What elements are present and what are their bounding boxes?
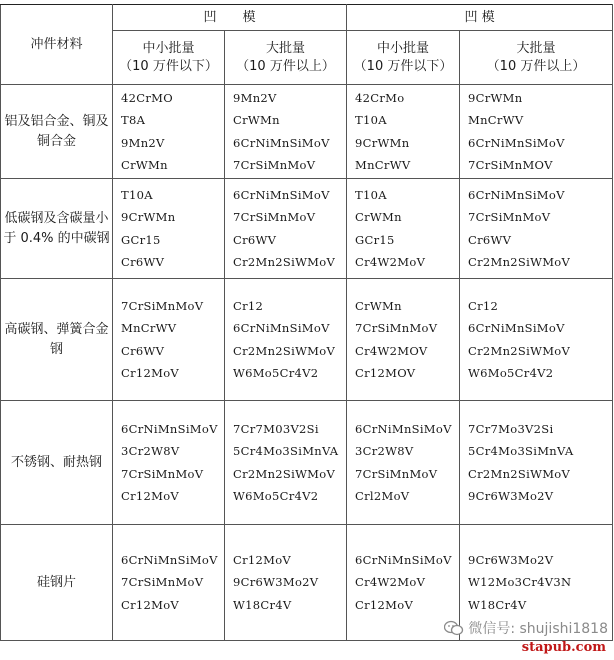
- steel-grade: 6CrNiMnSiMoV: [121, 421, 218, 436]
- steel-grade: 7Cr7M03V2Si: [233, 421, 319, 436]
- steel-grade-cell: [113, 85, 225, 179]
- steel-grade: Cr4W2MoV: [355, 255, 426, 269]
- steel-grade: GCr15: [121, 232, 161, 247]
- steel-grade: 7CrSiMnMoV: [121, 466, 204, 481]
- steel-grade-cell: [113, 179, 225, 279]
- sub-header-title: 中小批量: [142, 40, 195, 56]
- steel-grade: Cr6WV: [233, 232, 277, 247]
- material-cell: 铝及铝合金、铜及铜合金: [1, 85, 113, 179]
- steel-grade: W6Mo5Cr4V2: [233, 489, 319, 503]
- sub-header-note: （10 万件以下）: [353, 58, 453, 74]
- steel-grade: Cr2Mn2SiWMoV: [233, 343, 336, 358]
- steel-grade: 42CrMO: [121, 90, 173, 105]
- steel-grade: Cr12MoV: [121, 366, 180, 380]
- steel-grade-cell: [225, 85, 347, 179]
- steel-grade: 6CrNiMnSiMoV: [355, 552, 452, 567]
- steel-grade: 3Cr2W8V: [355, 444, 414, 458]
- steel-grade: 6CrNiMnSiMoV: [233, 187, 330, 202]
- steel-grade: Cr4W2MoV: [355, 575, 426, 590]
- steel-grade: Cr12MOV: [355, 366, 416, 380]
- steel-grade: 7CrSiMnMoV: [121, 575, 204, 590]
- watermark: [444, 618, 608, 638]
- steel-grade: Cr2Mn2SiWMoV: [233, 466, 336, 481]
- steel-grade: Cr6WV: [121, 343, 165, 358]
- steel-grade: 6CrNiMnSiMoV: [468, 187, 565, 202]
- material-row: [1, 401, 613, 525]
- steel-grade: Cr12MoV: [355, 597, 414, 612]
- steel-grade: 9Cr6W3Mo2V: [468, 489, 554, 503]
- steel-grade: 6CrNiMnSiMoV: [468, 135, 565, 150]
- steel-grade: T10A: [355, 187, 387, 202]
- steel-grade: 6CrNiMnSiMoV: [233, 321, 330, 335]
- steel-grade: W6Mo5Cr4V2: [233, 366, 319, 380]
- steel-grade: 5Cr4Mo3SiMnVA: [233, 444, 339, 458]
- steel-grade: Cr2Mn2SiWMoV: [468, 255, 571, 269]
- steel-grade: T10A: [355, 113, 387, 127]
- steel-grade-cell: [460, 85, 613, 179]
- steel-grade: 9Mn2V: [233, 90, 277, 105]
- material-cell: 硅钢片: [1, 525, 113, 641]
- steel-grade-cell: [225, 525, 347, 641]
- watermark-text: 微信号: shujishi1818: [468, 621, 608, 637]
- sub-header-3: [347, 31, 460, 85]
- material-cell: 低碳钢及含碳量小于 0.4% 的中碳钢: [1, 179, 113, 279]
- steel-grade: CrWMn: [355, 210, 402, 224]
- material-cell: 高碳钢、弹簧合金钢: [1, 279, 113, 401]
- sub-header-title: 中小批量: [377, 40, 430, 56]
- steel-grade-cell: [347, 179, 460, 279]
- sub-header-note: （10 万件以上）: [486, 58, 586, 74]
- material-cell: 不锈钢、耐热钢: [1, 401, 113, 525]
- steel-grade-cell: [113, 525, 225, 641]
- steel-grade: 7CrSiMnMOV: [468, 158, 553, 172]
- steel-grade: Cr12MoV: [121, 597, 180, 612]
- steel-grade: CrWMn: [355, 298, 402, 313]
- steel-grade: Crl2MoV: [355, 489, 410, 503]
- steel-grade-cell: [460, 179, 613, 279]
- steel-grade: 6CrNiMnSiMoV: [121, 552, 218, 567]
- steel-grade: 9CrWMn: [355, 135, 410, 150]
- steel-grade: MnCrWV: [121, 321, 177, 335]
- steel-grade: MnCrWV: [355, 158, 411, 172]
- material-row: [1, 179, 613, 279]
- steel-grade: 3Cr2W8V: [121, 444, 180, 458]
- steel-grade: W12Mo3Cr4V3N: [468, 575, 572, 590]
- steel-grade: Cr2Mn2SiWMoV: [468, 466, 571, 481]
- steel-grade: 6CrNiMnSiMoV: [355, 421, 452, 436]
- steel-grade: CrWMn: [233, 113, 280, 127]
- steel-grade: 7CrSiMnMoV: [233, 210, 316, 224]
- material-row: [1, 279, 613, 401]
- steel-grade: CrWMn: [121, 158, 168, 172]
- sub-header-note: （10 万件以上）: [236, 58, 335, 74]
- sub-header-note: （10 万件以下）: [119, 58, 218, 74]
- sub-header-title: 大批量: [266, 40, 306, 56]
- steel-grade: 6CrNiMnSiMoV: [233, 135, 330, 150]
- steel-grade-cell: [225, 401, 347, 525]
- wechat-icon: [444, 620, 464, 636]
- steel-grade: W18Cr4V: [468, 597, 527, 612]
- steel-grade: 9Mn2V: [121, 135, 165, 150]
- steel-grade: 7CrSiMnMoV: [121, 298, 204, 313]
- steel-grade-cell: [460, 401, 613, 525]
- steel-grade: 7CrSiMnMoV: [355, 321, 438, 335]
- steel-grade: Cr2Mn2SiWMoV: [468, 343, 571, 358]
- steel-grade: 7CrSiMnMoV: [355, 466, 438, 481]
- steel-grade: 9CrWMn: [121, 210, 176, 224]
- steel-grade-cell: [225, 179, 347, 279]
- steel-grade: Cr4W2MOV: [355, 343, 428, 358]
- die-steel-table: [0, 4, 613, 641]
- steel-grade: 5Cr4Mo3SiMnVA: [468, 444, 574, 458]
- sub-header-title: 大批量: [516, 40, 556, 56]
- steel-grade: 42CrMo: [355, 90, 405, 105]
- steel-grade-cell: [347, 279, 460, 401]
- steel-grade: GCr15: [355, 232, 395, 247]
- steel-grade-cell: [347, 401, 460, 525]
- steel-grade: Cr12MoV: [121, 489, 180, 503]
- steel-grade-cell: [347, 85, 460, 179]
- steel-grade-cell: [113, 401, 225, 525]
- sub-header-4: [460, 31, 613, 85]
- steel-grade-cell: [460, 279, 613, 401]
- steel-grade: T10A: [121, 187, 153, 202]
- group-header-row: [1, 5, 613, 31]
- steel-grade: 7Cr7Mo3V2Si: [468, 421, 554, 436]
- steel-grade: Cr12MoV: [233, 552, 292, 567]
- steel-grade: Cr6WV: [121, 255, 165, 269]
- steel-grade: Cr2Mn2SiWMoV: [233, 255, 336, 269]
- steel-grade: Cr12: [468, 298, 499, 313]
- steel-grade: Cr12: [233, 298, 264, 313]
- steel-grade: W18Cr4V: [233, 597, 292, 612]
- watermark-url: stapub.com: [521, 640, 606, 655]
- steel-grade-cell: [225, 279, 347, 401]
- steel-grade: T8A: [121, 113, 146, 127]
- steel-grade-cell: [113, 279, 225, 401]
- steel-grade: 7CrSiMnMoV: [468, 210, 551, 224]
- material-header: 冲件材料: [1, 5, 113, 85]
- sub-header-2: [225, 31, 347, 85]
- steel-grade: 9Cr6W3Mo2V: [233, 575, 319, 590]
- steel-grade: 7CrSiMnMoV: [233, 158, 316, 172]
- steel-grade: 9CrWMn: [468, 90, 523, 105]
- steel-grade: Cr6WV: [468, 232, 512, 247]
- sub-header-1: [113, 31, 225, 85]
- steel-grade-cell: [347, 525, 460, 641]
- steel-grade: 6CrNiMnSiMoV: [468, 321, 565, 335]
- group-header-1: 凹 模: [113, 5, 347, 31]
- steel-grade: 9Cr6W3Mo2V: [468, 552, 554, 567]
- group-header-2: 凹 模: [347, 5, 613, 31]
- steel-grade: MnCrWV: [468, 113, 524, 127]
- steel-grade: W6Mo5Cr4V2: [468, 366, 554, 380]
- material-row: [1, 85, 613, 179]
